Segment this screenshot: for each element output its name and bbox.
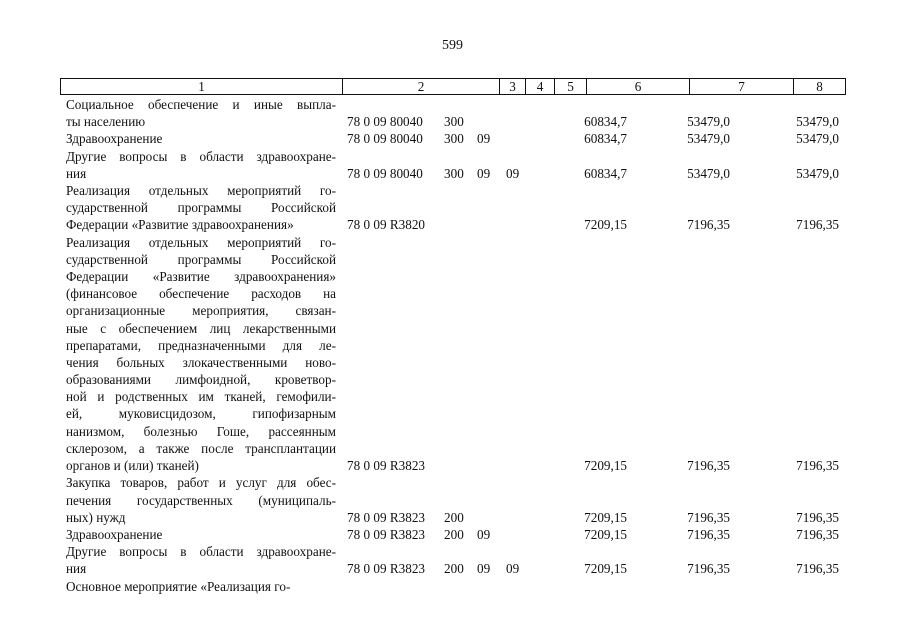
amount-col-7: 7196,35	[687, 561, 730, 577]
description-line: нанизмом, болезнью Гоше, рассеянным	[66, 423, 336, 439]
budget-code: 78 0 09 R3823	[347, 527, 426, 542]
header-col-7: 7	[689, 79, 793, 94]
header-col-4: 4	[525, 79, 554, 94]
expense-type-code: 300	[444, 114, 464, 130]
page-number: 599	[442, 38, 463, 53]
amount-col-6: 7209,15	[584, 509, 627, 525]
expense-type-code: 200	[444, 561, 464, 577]
row-description	[66, 182, 336, 234]
section-code: 09	[477, 527, 491, 542]
budget-code: 78 0 09 R3820	[347, 217, 426, 233]
table-header-row	[60, 78, 846, 95]
amount-col-8: 53479,0	[796, 131, 839, 147]
description-line: Закупка товаров, работ и услуг для обес-	[66, 475, 336, 491]
subsection-code: 09	[506, 561, 520, 577]
amount-col-8: 53479,0	[796, 165, 839, 181]
amount-col-6: 7209,15	[584, 217, 627, 233]
expense-type-code: 200	[444, 509, 464, 525]
amount-col-6: 7209,15	[584, 527, 627, 542]
header-col-5: 5	[554, 79, 586, 94]
description-line: образованиями лимфоидной, кроветвор-	[66, 372, 336, 388]
description-line: (финансовое обеспечение расходов на	[66, 286, 336, 302]
description-line: Основное мероприятие «Реализация го-	[66, 578, 291, 594]
amount-col-6: 60834,7	[584, 114, 627, 130]
amount-col-6: 7209,15	[584, 458, 627, 474]
description-line: сударственной программы Российской	[66, 200, 336, 216]
row-description	[66, 526, 336, 543]
description-line: Здравоохранение	[66, 131, 163, 147]
amount-col-7: 53479,0	[687, 165, 730, 181]
row-description	[66, 234, 336, 475]
budget-code: 78 0 09 80040	[347, 114, 423, 130]
amount-col-6: 60834,7	[584, 165, 627, 181]
description-line: Другие вопросы в области здравоохране-	[66, 148, 336, 164]
row-description	[66, 543, 336, 577]
row-description	[66, 148, 336, 182]
amount-col-6: 7209,15	[584, 561, 627, 577]
row-description	[66, 578, 336, 595]
description-line: Здравоохранение	[66, 527, 163, 542]
amount-col-8: 7196,35	[796, 458, 839, 474]
amount-col-8: 7196,35	[796, 509, 839, 525]
description-line: ты населению	[66, 114, 146, 130]
subsection-code: 09	[506, 165, 520, 181]
header-col-2: 2	[342, 79, 499, 94]
description-line: Социальное обеспечение и иные выпла-	[66, 97, 336, 112]
description-line: препаратами, предназначенными для ле-	[66, 337, 336, 353]
description-line: органов и (или) тканей)	[66, 458, 199, 474]
amount-col-7: 53479,0	[687, 131, 730, 147]
description-line: ных) нужд	[66, 509, 126, 525]
description-line: Федерации «Развитие здравоохранения»	[66, 268, 336, 284]
budget-code: 78 0 09 R3823	[347, 509, 426, 525]
row-description	[66, 130, 336, 147]
description-line: Реализация отдельных мероприятий го-	[66, 183, 336, 198]
amount-col-7: 7196,35	[687, 509, 730, 525]
amount-col-7: 7196,35	[687, 527, 730, 542]
description-line: организационные мероприятия, связан-	[66, 303, 336, 319]
header-col-6: 6	[586, 79, 689, 94]
description-line: Реализация отдельных мероприятий го-	[66, 234, 336, 250]
description-line: ной и родственных им тканей, гемофили-	[66, 389, 336, 405]
header-col-1: 1	[198, 79, 205, 94]
amount-col-7: 53479,0	[687, 114, 730, 130]
budget-code: 78 0 09 80040	[347, 165, 423, 181]
budget-code: 78 0 09 80040	[347, 131, 423, 147]
amount-col-8: 53479,0	[796, 114, 839, 130]
amount-col-7: 7196,35	[687, 458, 730, 474]
expense-type-code: 300	[444, 131, 464, 147]
header-col-8: 8	[793, 79, 845, 94]
description-line: ей, муковисцидозом, гипофизарным	[66, 406, 336, 422]
section-code: 09	[477, 131, 491, 147]
description-line: ния	[66, 561, 87, 577]
description-line: печения государственных (муниципаль-	[66, 492, 336, 508]
section-code: 09	[477, 561, 491, 577]
description-line: Другие вопросы в области здравоохране-	[66, 544, 336, 560]
amount-col-6: 60834,7	[584, 131, 627, 147]
description-line: сударственной программы Российской	[66, 251, 336, 267]
row-description	[66, 96, 336, 130]
description-line: ные с обеспечением лиц лекарственными	[66, 320, 336, 336]
amount-col-8: 7196,35	[796, 527, 839, 542]
expense-type-code: 300	[444, 165, 464, 181]
description-line: склерозом, а также после трансплантации	[66, 440, 336, 456]
row-description	[66, 474, 336, 526]
amount-col-7: 7196,35	[687, 217, 730, 233]
amount-col-8: 7196,35	[796, 561, 839, 577]
section-code: 09	[477, 165, 491, 181]
header-col-3: 3	[499, 79, 525, 94]
description-line: ния	[66, 165, 87, 181]
expense-type-code: 200	[444, 527, 464, 542]
budget-code: 78 0 09 R3823	[347, 561, 426, 577]
budget-code: 78 0 09 R3823	[347, 458, 426, 474]
description-line: чения больных злокачественными ново-	[66, 354, 336, 370]
amount-col-8: 7196,35	[796, 217, 839, 233]
description-line: Федерации «Развитие здравоохранения»	[66, 217, 294, 233]
